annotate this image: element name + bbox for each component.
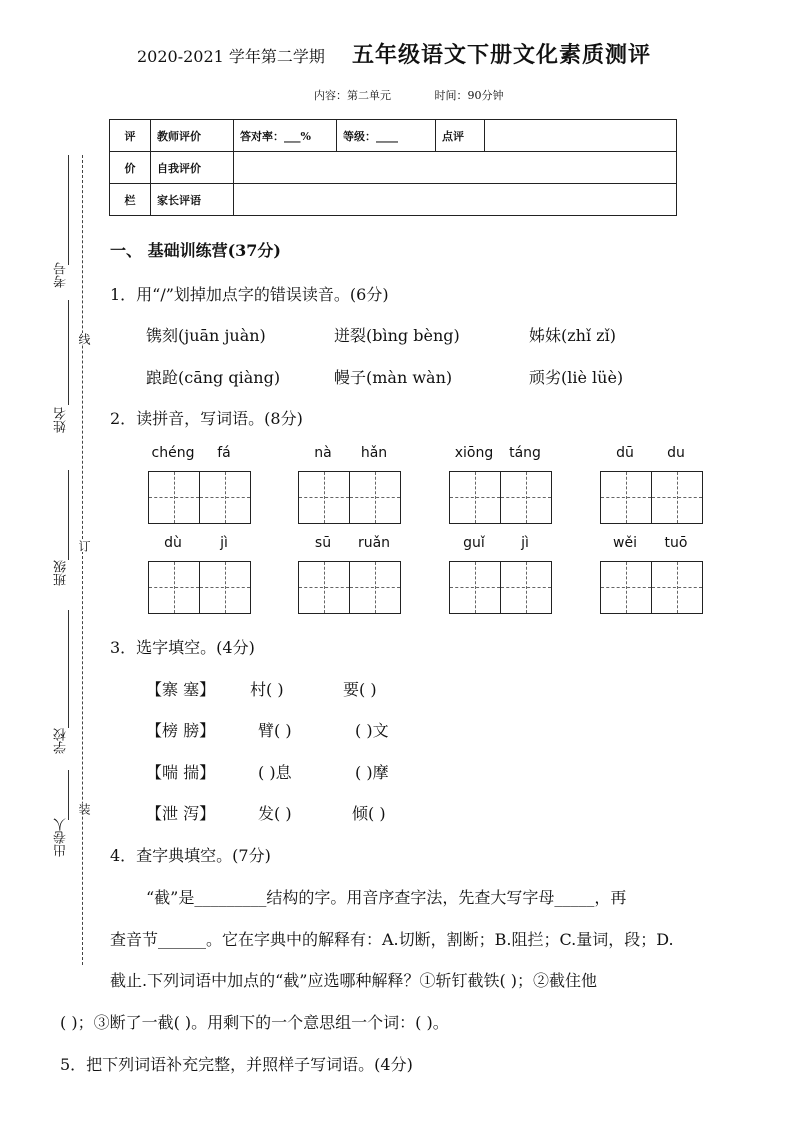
parent-comment-label: 家长评语 bbox=[151, 184, 234, 216]
tianzige-boxes[interactable] bbox=[148, 561, 251, 614]
q3-blank[interactable]: 村( ) bbox=[250, 680, 284, 699]
content-label: 内容：第二单元 bbox=[314, 89, 391, 102]
line-mark: 线 bbox=[77, 333, 91, 345]
name-line[interactable] bbox=[68, 300, 69, 405]
section-heading: 一、 基础训练营(37分) bbox=[110, 241, 281, 260]
term-label: 2020-2021 学年第二学期 bbox=[137, 47, 325, 66]
q3-text: 3．选字填空。(4分) bbox=[110, 638, 255, 657]
pinyin-label: táng bbox=[509, 445, 541, 461]
pinyin-label: ruǎn bbox=[357, 535, 391, 551]
q1-item[interactable]: 姊妹(zhǐ zǐ) bbox=[529, 326, 616, 345]
pinyin-label: hǎn bbox=[360, 445, 388, 461]
author-label: 出卷人 bbox=[54, 818, 69, 857]
q1-item[interactable]: 顽劣(liè lüè) bbox=[529, 368, 624, 387]
tianzige-boxes[interactable] bbox=[600, 471, 703, 524]
q3-blank[interactable]: 发( ) bbox=[258, 804, 292, 823]
q4-line[interactable]: 截止.下列词语中加点的“截”应选哪种解释？①斩钉截铁( )；②截住他 bbox=[110, 971, 598, 990]
q3-choices: 【喘 揣】 bbox=[146, 763, 216, 782]
zhuang-mark: 装 bbox=[77, 803, 91, 815]
accuracy-field[interactable]: 答对率：___% bbox=[234, 120, 337, 152]
q2-text: 2．读拼音，写词语。(8分) bbox=[110, 409, 303, 428]
tianzige-boxes[interactable] bbox=[600, 561, 703, 614]
self-eval-field[interactable] bbox=[234, 152, 677, 184]
author-line[interactable] bbox=[68, 770, 69, 820]
q1-item[interactable]: 踉跄(cāng qiàng) bbox=[146, 368, 281, 387]
q3-choices: 【寨 塞】 bbox=[146, 680, 216, 699]
q1-text: 1．用“/”划掉加点字的错误读音。(6分) bbox=[110, 285, 389, 304]
exam-no-line[interactable] bbox=[68, 155, 69, 265]
exam-no-label: 考号 bbox=[54, 262, 69, 288]
grade-field[interactable]: 等级：____ bbox=[337, 120, 436, 152]
comment-label: 点评 bbox=[436, 120, 485, 152]
binding-line bbox=[82, 155, 83, 965]
pinyin-label: nà bbox=[314, 445, 332, 461]
name-label: 姓名 bbox=[54, 407, 69, 433]
q3-blank[interactable]: 倾( ) bbox=[352, 804, 386, 823]
class-line[interactable] bbox=[68, 470, 69, 560]
q3-blank[interactable]: ( )息 bbox=[258, 763, 292, 782]
pinyin-label: dū bbox=[616, 445, 634, 461]
exam-info bbox=[314, 87, 544, 103]
teacher-eval-label: 教师评价 bbox=[151, 120, 234, 152]
eval-side-2: 价 bbox=[110, 152, 151, 184]
tianzige-boxes[interactable] bbox=[148, 471, 251, 524]
parent-comment-field[interactable] bbox=[234, 184, 677, 216]
q3-blank[interactable]: 臂( ) bbox=[258, 721, 292, 740]
pinyin-label: jì bbox=[220, 535, 228, 551]
school-line[interactable] bbox=[68, 610, 69, 728]
q1-item[interactable]: 幔子(màn wàn) bbox=[334, 368, 453, 387]
q3-choices: 【榜 膀】 bbox=[146, 721, 216, 740]
pinyin-label: dù bbox=[164, 535, 182, 551]
q1-item[interactable]: 迸裂(bìng bèng) bbox=[334, 326, 460, 345]
eval-side-3: 栏 bbox=[110, 184, 151, 216]
evaluation-table bbox=[109, 119, 677, 216]
q1-item[interactable]: 镌刻(juān juàn) bbox=[146, 326, 266, 345]
school-label: 学校 bbox=[54, 728, 69, 754]
comment-field[interactable] bbox=[485, 120, 677, 152]
pinyin-label: tuō bbox=[664, 535, 688, 551]
tianzige-boxes[interactable] bbox=[298, 561, 401, 614]
q4-line[interactable]: 查音节______。它在字典中的解释有：A.切断，割断；B.阻拦；C.量词，段；D. bbox=[110, 930, 674, 949]
q5-text: 5．把下列词语补充完整，并照样子写词语。(4分) bbox=[60, 1055, 413, 1074]
q4-text: 4．查字典填空。(7分) bbox=[110, 846, 271, 865]
time-label: 时间：90分钟 bbox=[434, 89, 504, 102]
q3-choices: 【泄 泻】 bbox=[146, 804, 216, 823]
tianzige-boxes[interactable] bbox=[449, 561, 552, 614]
tianzige-boxes[interactable] bbox=[449, 471, 552, 524]
pinyin-label: fá bbox=[217, 445, 231, 461]
pinyin-label: xiōng bbox=[454, 445, 494, 461]
q3-blank[interactable]: ( )摩 bbox=[355, 763, 389, 782]
q3-blank[interactable]: ( )文 bbox=[355, 721, 389, 740]
pinyin-label: guǐ bbox=[463, 535, 485, 551]
q4-line[interactable]: “截”是_________结构的字。用音序查字法，先查大写字母_____，再 bbox=[146, 888, 627, 907]
pinyin-label: wěi bbox=[613, 535, 637, 551]
self-eval-label: 自我评价 bbox=[151, 152, 234, 184]
tianzige-boxes[interactable] bbox=[298, 471, 401, 524]
pinyin-label: chéng bbox=[151, 445, 195, 461]
ding-mark: 订 bbox=[77, 540, 91, 552]
q4-line[interactable]: ( )；③断了一截( )。用剩下的一个意思组一个词：( )。 bbox=[60, 1013, 449, 1032]
pinyin-label: jì bbox=[521, 535, 529, 551]
class-label: 班级 bbox=[54, 560, 69, 586]
eval-side-1: 评 bbox=[110, 120, 151, 152]
q3-blank[interactable]: 要( ) bbox=[343, 680, 377, 699]
page-title: 五年级语文下册文化素质测评 bbox=[352, 42, 652, 68]
pinyin-label: sū bbox=[314, 535, 332, 551]
pinyin-label: du bbox=[667, 445, 685, 461]
